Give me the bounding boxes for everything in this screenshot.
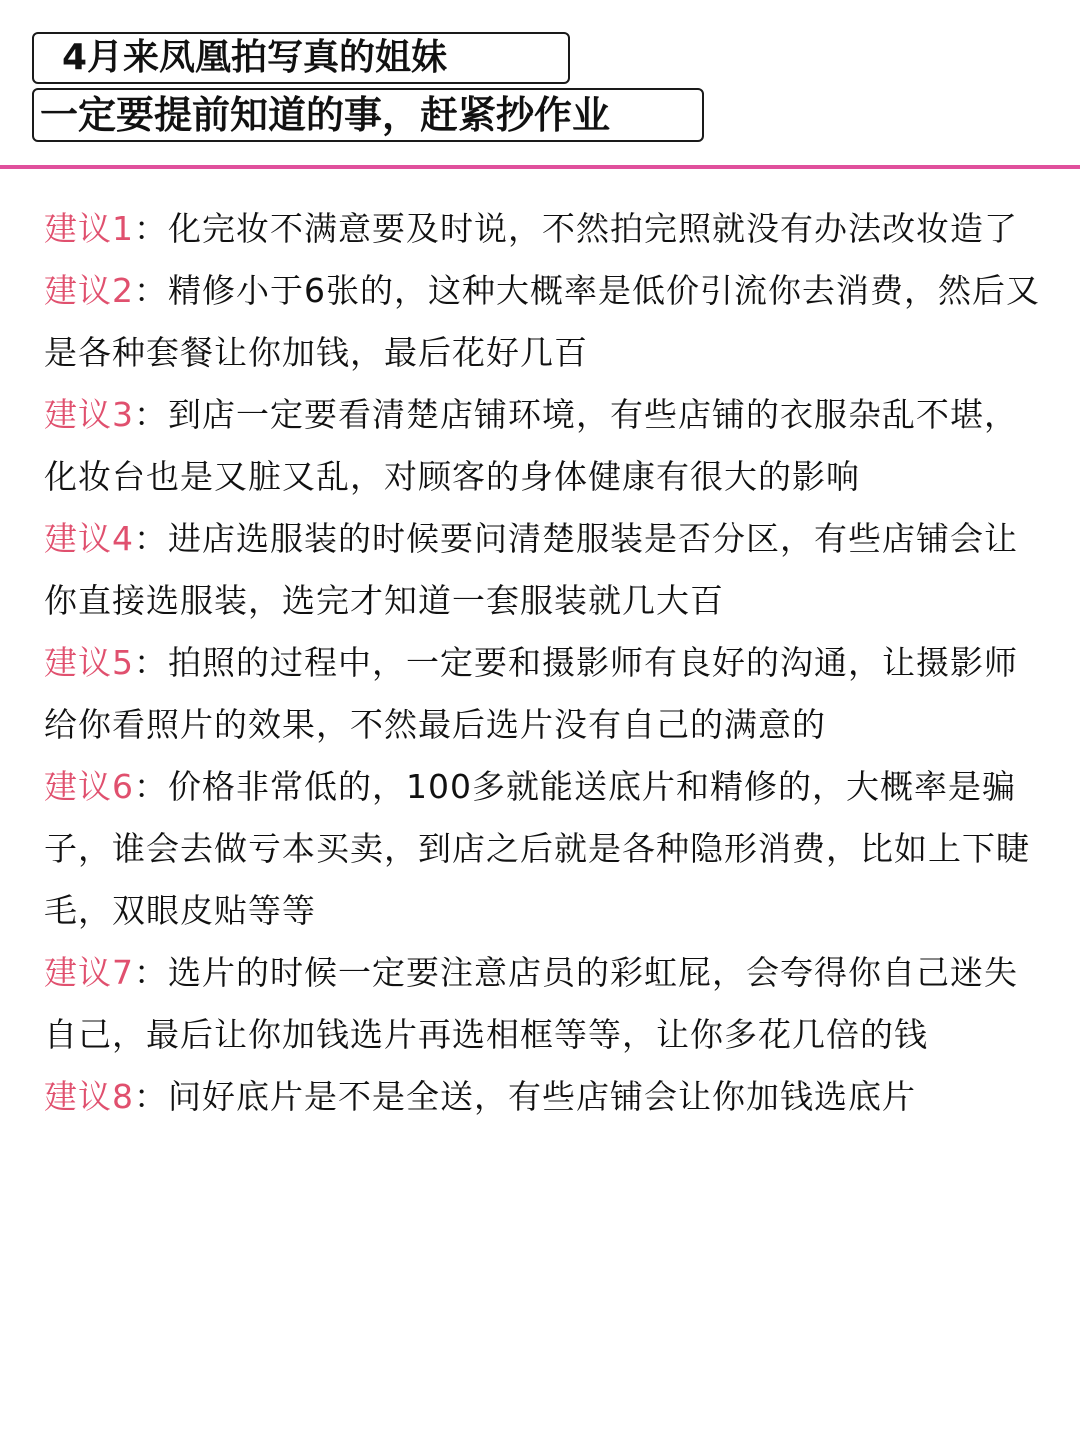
tip-text: ：到店一定要看清楚店铺环境，有些店铺的衣服杂乱不堪，化妆台也是又脏又乱，对顾客的身体健康有很大的影响 — [44, 395, 1018, 496]
tip-label: 建议8 — [44, 1077, 134, 1116]
tip-label: 建议7 — [44, 953, 134, 992]
tip-text: ：化完妆不满意要及时说，不然拍完照就没有办法改妆造了 — [134, 209, 1018, 248]
tip-item — [44, 632, 1044, 756]
tip-label: 建议2 — [44, 271, 134, 310]
tip-text: ：进店选服装的时候要问清楚服装是否分区，有些店铺会让你直接选服装，选完才知道一套服装就几大百 — [44, 519, 1018, 620]
tip-item — [44, 260, 1044, 384]
tip-item — [44, 198, 1044, 260]
tip-text: ：问好底片是不是全送，有些店铺会让你加钱选底片 — [134, 1077, 916, 1116]
tip-label: 建议5 — [44, 643, 134, 682]
tip-text: ：拍照的过程中，一定要和摄影师有良好的沟通，让摄影师给你看照片的效果，不然最后选片没有自己的满意的 — [44, 643, 1018, 744]
tip-label: 建议4 — [44, 519, 134, 558]
title-line-2: 一定要提前知道的事，赶紧抄作业 — [32, 88, 704, 142]
title-line-1: 4月来凤凰拍写真的姐妹 — [32, 32, 570, 84]
tip-item — [44, 756, 1044, 942]
tip-text: ：精修小于6张的，这种大概率是低价引流你去消费，然后又是各种套餐让你加钱，最后花好几百 — [44, 271, 1040, 372]
tip-item — [44, 508, 1044, 632]
tip-text: ：价格非常低的，100多就能送底片和精修的，大概率是骗子，谁会去做亏本买卖，到店之后就是各种隐形消费，比如上下睫毛，双眼皮贴等等 — [44, 767, 1030, 930]
tip-label: 建议3 — [44, 395, 134, 434]
tip-item — [44, 1066, 1044, 1128]
tip-item — [44, 384, 1044, 508]
tip-item — [44, 942, 1044, 1066]
tip-text: ：选片的时候一定要注意店员的彩虹屁，会夸得你自己迷失自己，最后让你加钱选片再选相框等等，让你多花几倍的钱 — [44, 953, 1018, 1054]
tip-label: 建议1 — [44, 209, 134, 248]
pink-divider — [0, 165, 1080, 169]
tip-label: 建议6 — [44, 767, 134, 806]
tips-list — [44, 198, 1044, 1128]
